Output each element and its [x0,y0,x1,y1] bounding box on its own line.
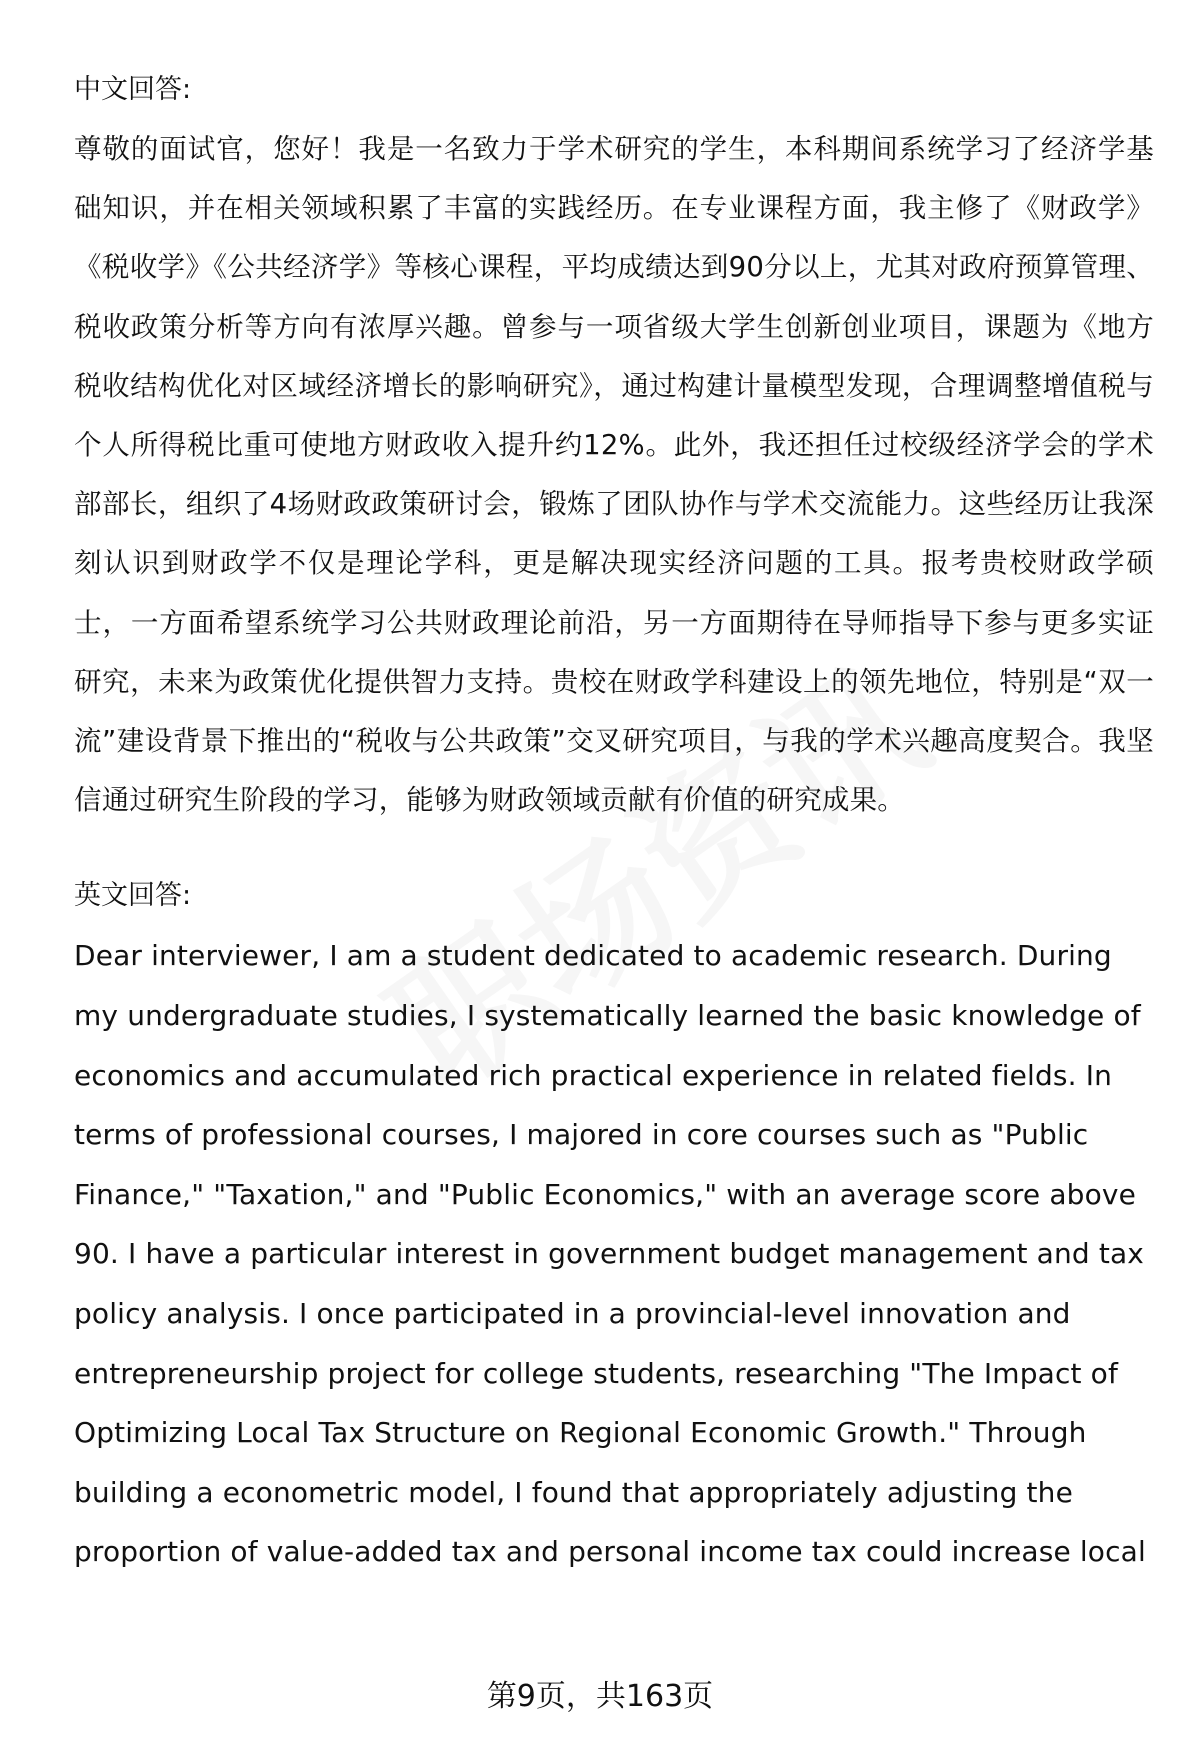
english-answer-label: 英文回答: [74,880,192,912]
chinese-answer-body: 尊敬的面试官，您好！我是一名致力于学术研究的学生，本科期间系统学习了经济学基础知识，并在相关领域积累了丰富的实践经历。在专业课程方面，我主修了《财政学》《税收学》《公共经济学》等核心课程，平均成绩达到90分以上，尤其对政府预算管理、税收政策分析等方向有浓厚兴趣。曾参与一项省级大学生创新创业项目，课题为《地方税收结构优化对区域经济增长的影响研究》，通过构建计量模型发现，合理调整增值税与个人所得税比重可使地方财政收入提升约12%。此外，我还担任过校级经济学会的学术部部长，组织了4场财政政策研讨会，锻炼了团队协作与学术交流能力。这些经历让我深刻认识到财政学不仅是理论学科，更是解决现实经济问题的工具。报考贵校财政学硕士，一方面希望系统学习公共财政理论前沿，另一方面期待在导师指导下参与更多实证研究，未来为政策优化提供智力支持。贵校在财政学科建设上的领先地位，特别是“双一流”建设背景下推出的“税收与公共政策”交叉研究项目，与我的学术兴趣高度契合。我坚信通过研究生阶段的学习，能够为财政领域贡献有价值的研究成果。 [74,133,1154,817]
section-spacer [74,830,1154,866]
document-page [74,60,1154,1582]
chinese-answer-section [74,60,1154,830]
chinese-answer-label: 中文回答: [74,74,192,105]
english-answer-section [74,866,1154,1582]
english-answer-body: Dear interviewer, I am a student dedicated to academic research. During my undergraduate studies, I systematically learned the basic knowledge of economics and accumulated rich practical experience in related fields. In terms of professional courses, I majored in core courses such as "Public Finance," "Taxation," and "Public Economics," with an average score above 90. I have a particular interest in government budget management and tax policy analysis. I once participated in a provincial-level innovation and entrepreneurship project for college students, researching "The Impact of Optimizing Local Tax Structure on Regional Economic Growth." Through building a econometric model, I found that appropriately adjusting the proportion of value-added tax and personal income tax could increase local [74,939,1146,1569]
page-indicator: 第9页，共163页 [486,1679,714,1714]
